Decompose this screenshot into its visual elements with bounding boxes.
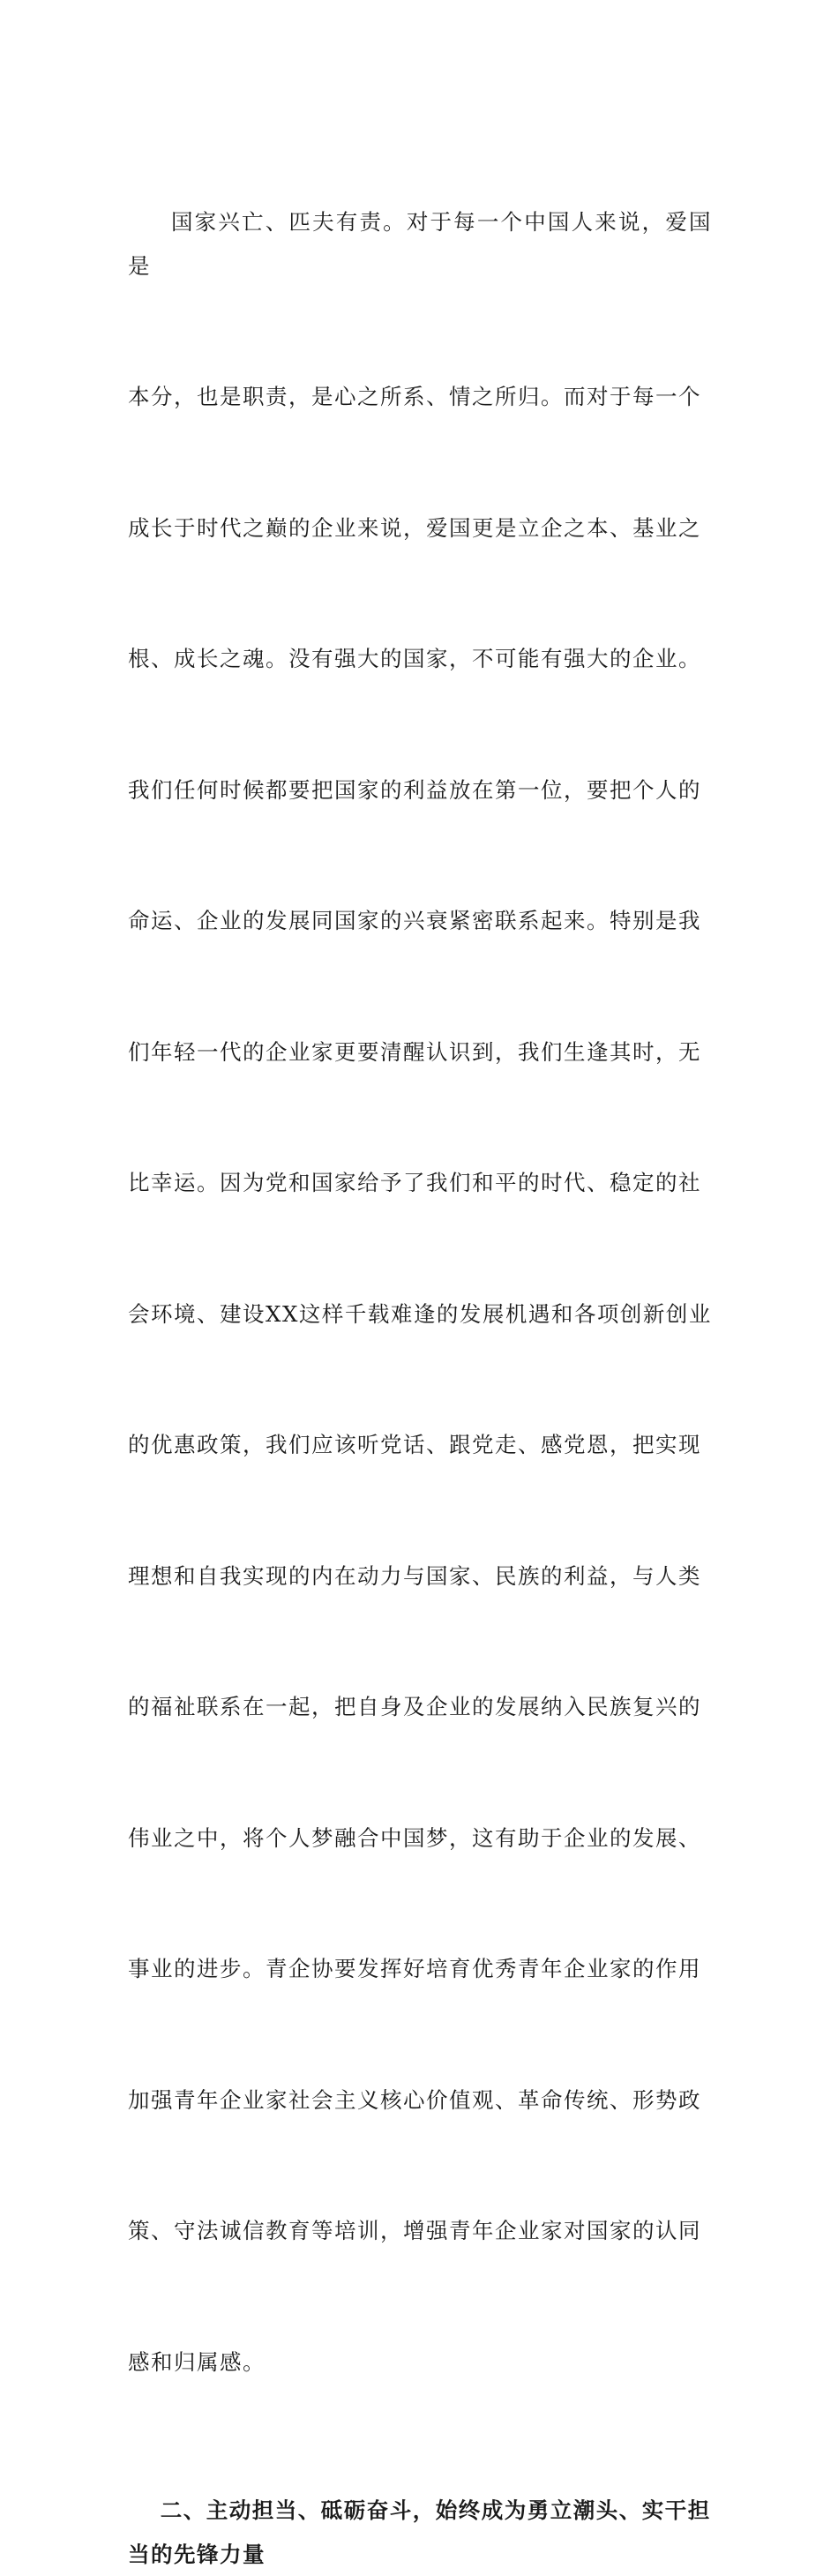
paragraph-line: 加强青年企业家社会主义核心价值观、革命传统、形势政	[128, 2078, 712, 2123]
body-paragraph	[128, 113, 712, 2471]
paragraph-line: 我们任何时候都要把国家的利益放在第一位，要把个人的	[128, 768, 712, 812]
document-body	[128, 113, 712, 2576]
heading-line: 当的先锋力量	[128, 2533, 712, 2576]
paragraph-line: 本分，也是职责，是心之所系、情之所归。而对于每一个	[128, 375, 712, 419]
section-heading	[128, 2489, 712, 2576]
paragraph-line: 感和归属感。	[128, 2340, 712, 2385]
paragraph-line: 的优惠政策，我们应该听党话、跟党走、感党恩，把实现	[128, 1423, 712, 1467]
heading-line: 二、主动担当、砥砺奋斗，始终成为勇立潮头、实干担	[128, 2489, 712, 2533]
paragraph-line: 伟业之中，将个人梦融合中国梦，这有助于企业的发展、	[128, 1816, 712, 1861]
paragraph-line: 根、成长之魂。没有强大的国家，不可能有强大的企业。	[128, 637, 712, 681]
paragraph-line: 的福祉联系在一起，把自身及企业的发展纳入民族复兴的	[128, 1685, 712, 1729]
paragraph-line: 比幸运。因为党和国家给予了我们和平的时代、稳定的社	[128, 1161, 712, 1205]
paragraph-line: 们年轻一代的企业家更要清醒认识到，我们生逢其时，无	[128, 1030, 712, 1075]
paragraph-line: 策、守法诚信教育等培训，增强青年企业家对国家的认同	[128, 2209, 712, 2253]
paragraph-line: 命运、企业的发展同国家的兴衰紧密联系起来。特别是我	[128, 899, 712, 943]
paragraph-line: 事业的进步。青企协要发挥好培育优秀青年企业家的作用	[128, 1947, 712, 1991]
paragraph-line: 成长于时代之巅的企业来说，爱国更是立企之本、基业之	[128, 506, 712, 550]
paragraph-line: 会环境、建设XX这样千载难逢的发展机遇和各项创新创业	[128, 1292, 712, 1337]
document-page	[0, 0, 838, 1186]
paragraph-line: 理想和自我实现的内在动力与国家、民族的利益，与人类	[128, 1554, 712, 1599]
paragraph-line: 国家兴亡、匹夫有责。对于每一个中国人来说，爱国是	[128, 200, 712, 288]
